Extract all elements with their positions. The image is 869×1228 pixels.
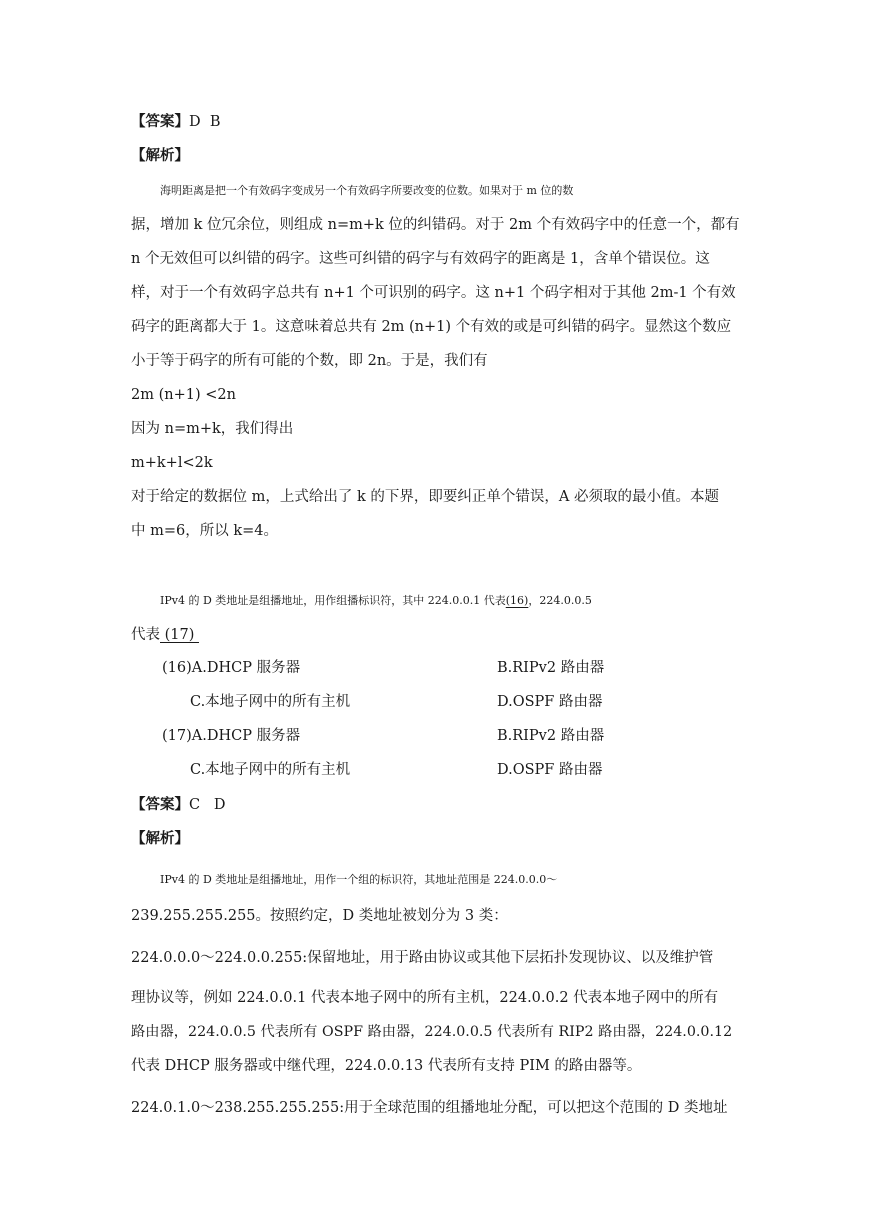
formula-line: m+k+l<2k xyxy=(131,455,213,471)
question-stem-text: 代表 xyxy=(131,627,160,643)
question-stem-text: ，224.0.0.5 xyxy=(528,594,592,607)
blank-16: (16) xyxy=(505,594,529,607)
analysis-paragraph-line: 小于等于码字的所有可能的个数，即 2n。于是，我们有 xyxy=(131,353,488,369)
analysis-line: 224.0.1.0～238.255.255.255:用于全球范围的组播地址分配，可以把这个范围的 D 类地址 xyxy=(131,1100,728,1116)
analysis-paragraph-line: 据，增加 k 位冗余位，则组成 n=m+k 位的纠错码。对于 2m 个有效码字中的任意一个，都有 xyxy=(131,217,740,233)
analysis-line: 239.255.255.255。按照约定，D 类地址被划分为 3 类： xyxy=(131,908,508,924)
analysis-paragraph-line: 码字的距离都大于 1。这意味着总共有 2m (n+1) 个有效的或是可纠错的码字。显然这个数应 xyxy=(131,319,732,335)
option-16-a: (16)A.DHCP 服务器 xyxy=(162,660,301,676)
formula-line: 2m (n+1) <2n xyxy=(131,387,236,403)
question-stem-text: IPv4 的 D 类地址是组播地址，用作组播标识符，其中 224.0.0.1 代表 xyxy=(160,594,506,607)
answer-value: C D xyxy=(189,797,226,813)
analysis-paragraph-line: 样，对于一个有效码字总共有 n+1 个可识别的码字。这 n+1 个码字相对于其他 2m-1 个有效 xyxy=(131,285,736,301)
analysis-label: 【解析】 xyxy=(131,147,189,164)
analysis-line: 路由器，224.0.0.5 代表所有 OSPF 路由器，224.0.0.5 代表所有 RIP2 路由器，224.0.0.12 xyxy=(131,1024,733,1040)
option-17-b: B.RIPv2 路由器 xyxy=(497,728,605,744)
blank-17: (17) xyxy=(160,627,199,643)
conclusion-line: 对于给定的数据位 m，上式给出了 k 的下界，即要纠正单个错误，A 必须取的最小值。本题 xyxy=(131,489,719,505)
text-line: 因为 n=m+k，我们得出 xyxy=(131,421,294,437)
answer-value: D B xyxy=(189,114,221,130)
option-16-c: C.本地子网中的所有主机 xyxy=(190,694,351,710)
question-stem-line xyxy=(160,591,770,611)
answer-label: 【答案】 xyxy=(131,113,189,130)
analysis-line: 224.0.0.0～224.0.0.255:保留地址，用于路由协议或其他下层拓扑发现协议、以及维护管 xyxy=(131,950,714,966)
question-stem-line xyxy=(131,625,741,645)
option-17-c: C.本地子网中的所有主机 xyxy=(190,762,351,778)
option-16-d: D.OSPF 路由器 xyxy=(497,694,603,710)
answer-label: 【答案】 xyxy=(131,796,189,813)
analysis-line: 代表 DHCP 服务器或中继代理，224.0.0.13 代表所有支持 PIM 的路由器等。 xyxy=(131,1058,642,1074)
option-17-a: (17)A.DHCP 服务器 xyxy=(162,728,301,744)
analysis-paragraph-line: 海明距离是把一个有效码字变成另一个有效码字所要改变的位数。如果对于 m 位的数 xyxy=(160,184,574,197)
option-16-b: B.RIPv2 路由器 xyxy=(497,660,605,676)
option-17-d: D.OSPF 路由器 xyxy=(497,762,603,778)
analysis-label: 【解析】 xyxy=(131,830,189,847)
analysis-paragraph-line: n 个无效但可以纠错的码字。这些可纠错的码字与有效码字的距离是 1，含单个错误位。这 xyxy=(131,251,710,267)
conclusion-line: 中 m=6，所以 k=4。 xyxy=(131,523,279,539)
analysis-line: 理协议等，例如 224.0.0.1 代表本地子网中的所有主机，224.0.0.2 代表本地子网中的所有 xyxy=(131,990,719,1006)
answer-line xyxy=(131,112,741,132)
analysis-line: IPv4 的 D 类地址是组播地址，用作一个组的标识符，其地址范围是 224.0.0.0～ xyxy=(160,873,558,886)
answer-line xyxy=(131,795,741,815)
